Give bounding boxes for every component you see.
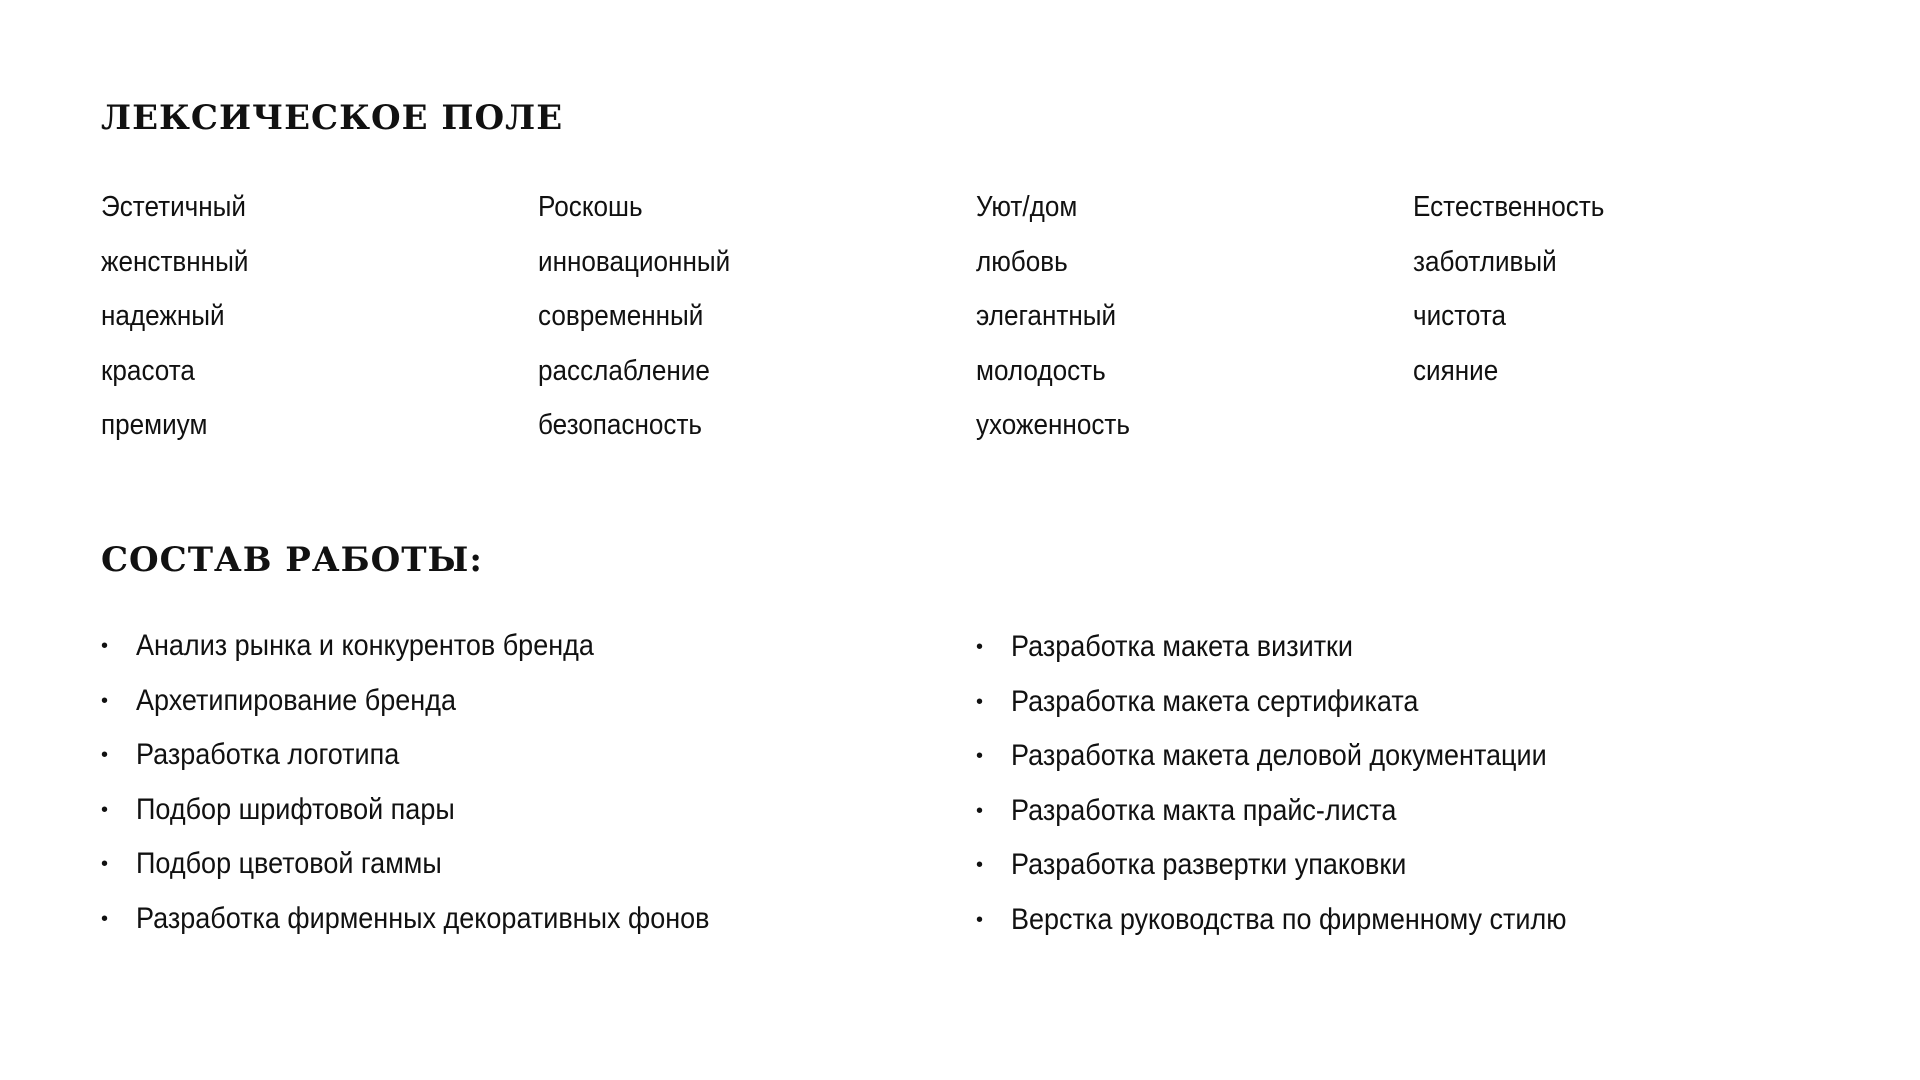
lexical-word: чистота: [1413, 300, 1507, 332]
bullet-icon: •: [101, 689, 109, 712]
bullet-icon: •: [976, 745, 984, 767]
list-item-text: Разработка макта прайс-листа: [1011, 793, 1397, 827]
bullet-icon: •: [101, 635, 109, 657]
lexical-word: молодость: [976, 354, 1106, 387]
lexical-word: Эстетичный: [101, 191, 247, 223]
lexical-word: женствнный: [101, 245, 249, 278]
list-item-text: Разработка фирменных декоративных фонов: [136, 901, 710, 935]
lexical-word: любовь: [976, 245, 1068, 278]
lexical-column-4: [1413, 187, 1833, 405]
bullet-icon: •: [976, 690, 984, 713]
list-item-text: Анализ рынка и конкурентов бренда: [136, 629, 594, 662]
list-item-text: Подбор цветовой гаммы: [136, 847, 442, 880]
lexical-column-3: [976, 187, 1396, 460]
lexical-word: безопасность: [538, 409, 703, 441]
lexical-word: Естественность: [1413, 191, 1605, 223]
lexical-word: элегантный: [976, 300, 1117, 332]
list-item-text: Подбор шрифтовой пары: [136, 792, 455, 826]
lexical-word: заботливый: [1413, 245, 1557, 278]
bullet-icon: •: [101, 798, 109, 821]
list-item-text: Разработка макета сертификата: [1011, 684, 1419, 718]
lexical-word: красота: [101, 354, 195, 387]
lexical-word: премиум: [101, 409, 208, 441]
list-item-text: Архетипирование бренда: [136, 683, 456, 717]
bullet-icon: •: [101, 907, 109, 930]
lexical-word: надежный: [101, 300, 225, 332]
lexical-word: ухоженность: [976, 409, 1130, 441]
lexical-column-1: [101, 187, 521, 460]
bullet-icon: •: [101, 853, 109, 875]
list-item-text: Разработка логотипа: [136, 738, 400, 771]
list-item-text: Разработка макета визитки: [1011, 630, 1353, 663]
bullet-icon: •: [101, 744, 109, 766]
bullet-icon: •: [976, 854, 984, 876]
list-item-text: Разработка развертки упаковки: [1011, 848, 1407, 881]
lexical-word: сияние: [1413, 354, 1499, 387]
lexical-word: расслабление: [538, 354, 710, 387]
list-item-text: Разработка макета деловой документации: [1011, 739, 1547, 772]
lexical-word: инновационный: [538, 245, 731, 278]
lexical-field-heading: ЛЕКСИЧЕСКОЕ ПОЛЕ: [101, 98, 564, 138]
bullet-icon: •: [976, 636, 984, 658]
lexical-word: современный: [538, 300, 704, 332]
lexical-column-2: [538, 187, 958, 460]
work-scope-heading: СОСТАВ РАБОТЫ:: [101, 540, 483, 580]
list-item-text: Верстка руководства по фирменному стилю: [1011, 902, 1567, 936]
lexical-word: Роскошь: [538, 191, 643, 223]
bullet-icon: •: [976, 908, 984, 931]
bullet-icon: •: [976, 799, 984, 822]
lexical-word: Уют/дом: [976, 191, 1078, 223]
